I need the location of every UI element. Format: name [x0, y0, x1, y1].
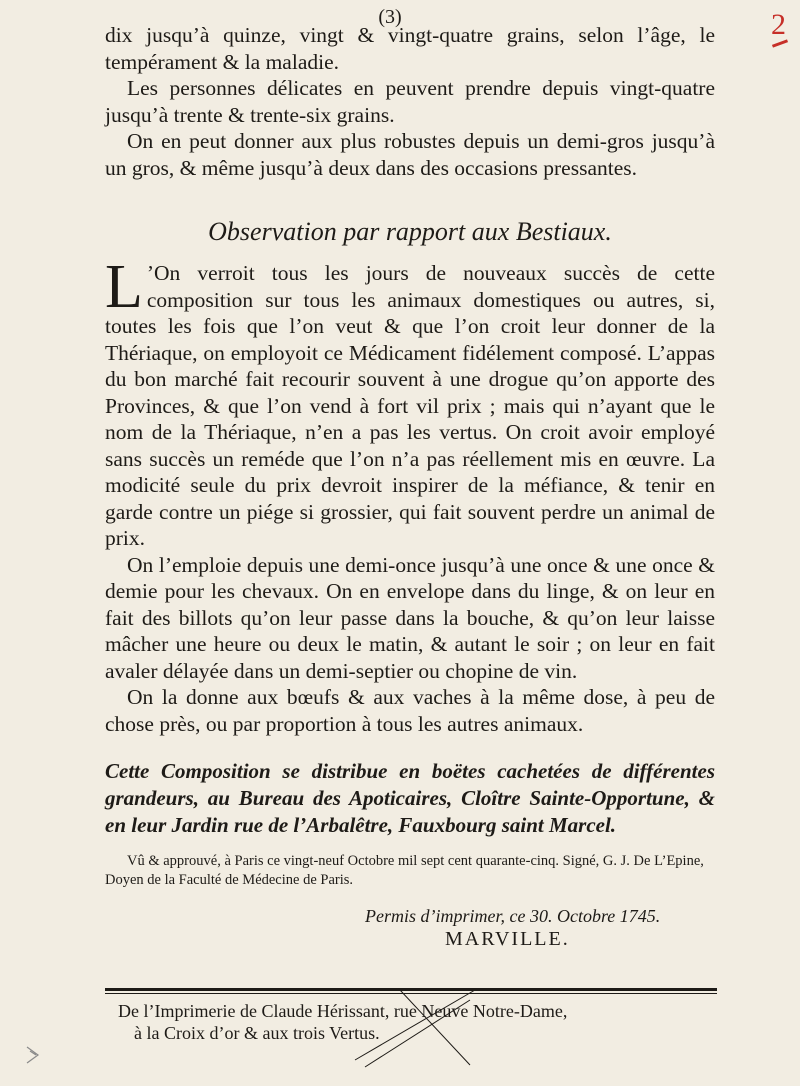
distribution-notice: Cette Composition se distribue en boëtes cachetées de différentes grandeurs, au Bureau des Apoticaires, Cloître Sainte-Opportune, & en leur Jardin rue de l’Arbalêtre, Fauxbourg saint Marcel. [105, 759, 715, 837]
intro-line-1: dix jusqu’à quinze, vingt & vingt-quatre grains, selon l’âge, le tempérament & la maladie. [105, 23, 715, 74]
body-text [105, 253, 715, 737]
page-number: (3) [378, 6, 402, 28]
body-paragraph-1 [105, 253, 715, 552]
margin-pencil-mark [24, 1045, 42, 1065]
censor-name: MARVILLE. [445, 928, 570, 950]
drop-cap: L [105, 253, 143, 321]
intro-text [105, 22, 715, 181]
printer-line-2: à la Croix d’or & aux trois Vertus. [134, 1023, 380, 1043]
section-heading: Observation par rapport aux Bestiaux. [208, 217, 612, 246]
print-permission: Permis d’imprimer, ce 30. Octobre 1745. [365, 906, 661, 926]
body-paragraph-3: On la donne aux bœufs & aux vaches à la même dose, à peu de chose près, ou par proportion à tous les autres animaux. [105, 685, 715, 736]
intro-line-2: Les personnes délicates en peuvent prendre depuis vingt-quatre jusqu’à trente & trente-six grains. [105, 76, 715, 127]
margin-annotation: 2 [771, 8, 786, 41]
body-paragraph-1-text: ’On verroit tous les jours de nouveaux succès de cette composition sur tous les animaux domestiques ou autres, si, toutes les fois que l’on veut & que l’on croit leur donner de la Thériaque, on employoit ce Médicament fidélement composé. L’appas du bon marché fait recourir souvent à une drogue qu’on apporte des Provinces, & que l’on vend à fort vil prix ; mais qui n’ayant que le nom de la Thériaque, n’en a pas les vertus. On croit avoir employé sans succès un reméde que l’on n’a pas réellement mis en œuvre. La modicité seule du prix devroit inspirer de la méfiance, & tenir en garde contre un piége si grossier, qui fait souvent perdre un animal de prix. [105, 261, 715, 550]
printer-line-1: De l’Imprimerie de Claude Hérissant, rue Neuve Notre-Dame, [118, 1001, 568, 1021]
printer-imprint [118, 1000, 718, 1044]
intro-line-3: On en peut donner aux plus robustes depuis un demi-gros jusqu’à un gros, & même jusqu’à deux dans des occasions pressantes. [105, 129, 715, 180]
body-paragraph-2: On l’emploie depuis une demi-once jusqu’à une once & une once & demie pour les chevaux. On en envelope dans du linge, & on leur en fait des billots qu’on leur passe dans la bouche, & qu’on leur laisse mâcher une heure ou deux le matin, & autant le soir ; on leur en fait avaler délayée dans un demi-septier ou chopine de vin. [105, 552, 715, 683]
approval-line: Vû & approuvé, à Paris ce vingt-neuf Octobre mil sept cent quarante-cinq. Signé, G. J. De L’Epine, Doyen de la Faculté de Médecine de Paris. [105, 853, 704, 888]
approval-text [105, 852, 715, 890]
